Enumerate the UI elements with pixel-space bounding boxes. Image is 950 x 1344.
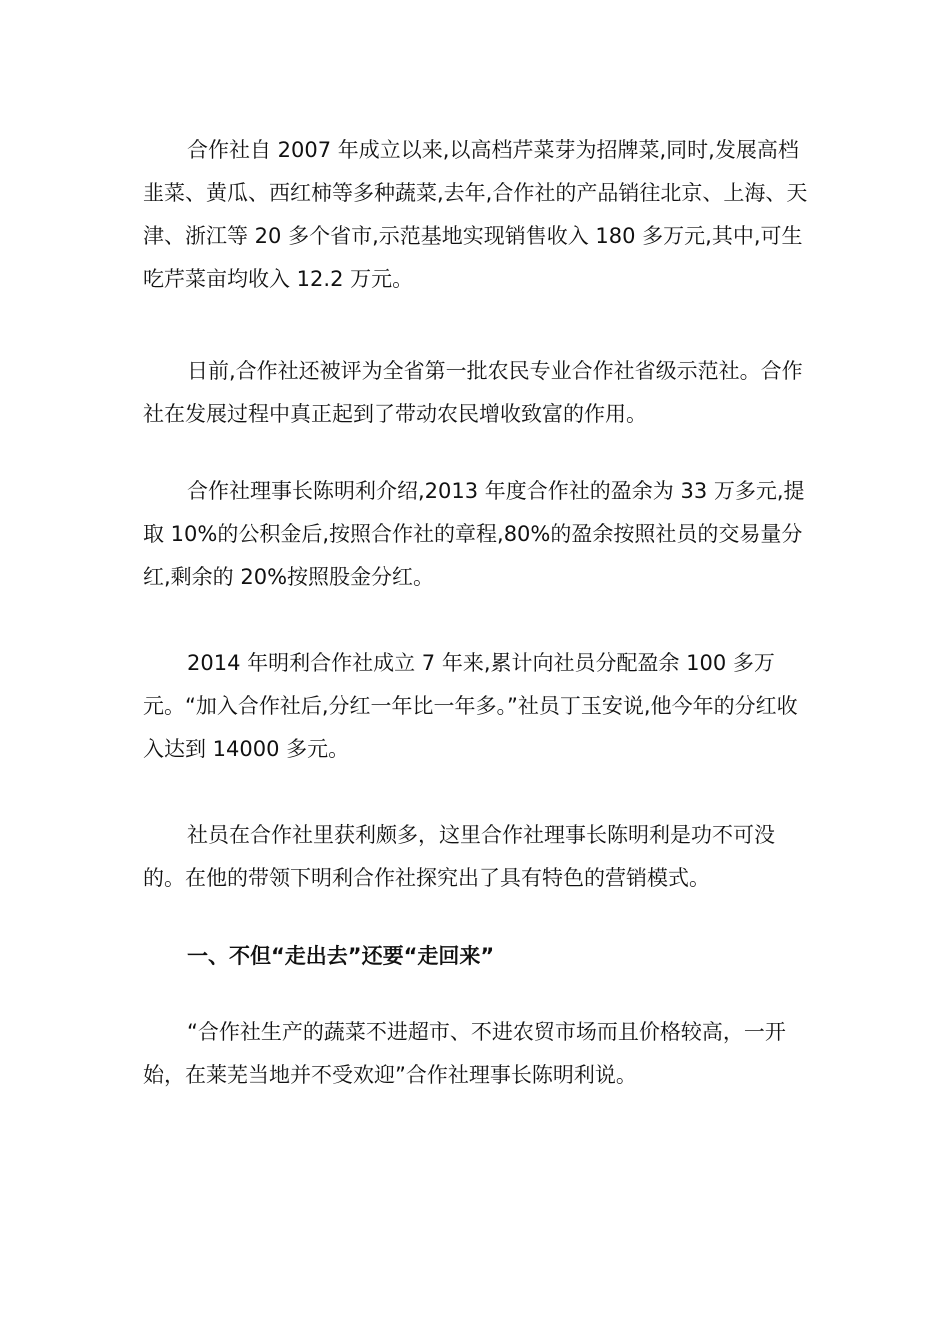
- paragraph-chairman-quote: “合作社生产的蔬菜不进超市、不进农贸市场而且价格较高，一开始，在莱芜当地并不受欢迎”合作社理事长陈明利说。: [143, 1020, 786, 1087]
- section-heading: 一、不但“走出去”还要“走回来”: [187, 944, 495, 968]
- paragraph-marketing-model: 社员在合作社里获利颇多，这里合作社理事长陈明利是功不可没的。在他的带领下明利合作社探究出了具有特色的营销模式。: [143, 823, 775, 890]
- paragraph-founding-history: 合作社自 2007 年成立以来,以高档芹菜芽为招牌菜,同时,发展高档韭菜、黄瓜、西红柿等多种蔬菜,去年,合作社的产品销往北京、上海、天津、浙江等 20 多个省市,示范基地实现销售收入 180 多万元,其中,可生吃芹菜亩均收入 12.2 万元。: [143, 138, 808, 291]
- paragraph-provincial-award: 日前,合作社还被评为全省第一批农民专业合作社省级示范社。合作社在发展过程中真正起到了带动农民增收致富的作用。: [143, 359, 803, 426]
- paragraph-surplus-distribution: 合作社理事长陈明利介绍,2013 年度合作社的盈余为 33 万多元,提取 10%的公积金后,按照合作社的章程,80%的盈余按照社员的交易量分红,剩余的 20%按照股金分红。: [143, 479, 805, 589]
- paragraph-member-dividends: 2014 年明利合作社成立 7 年来,累计向社员分配盈余 100 多万元。“加入合作社后,分红一年比一年多。”社员丁玉安说,他今年的分红收入达到 14000 多元。: [143, 651, 798, 761]
